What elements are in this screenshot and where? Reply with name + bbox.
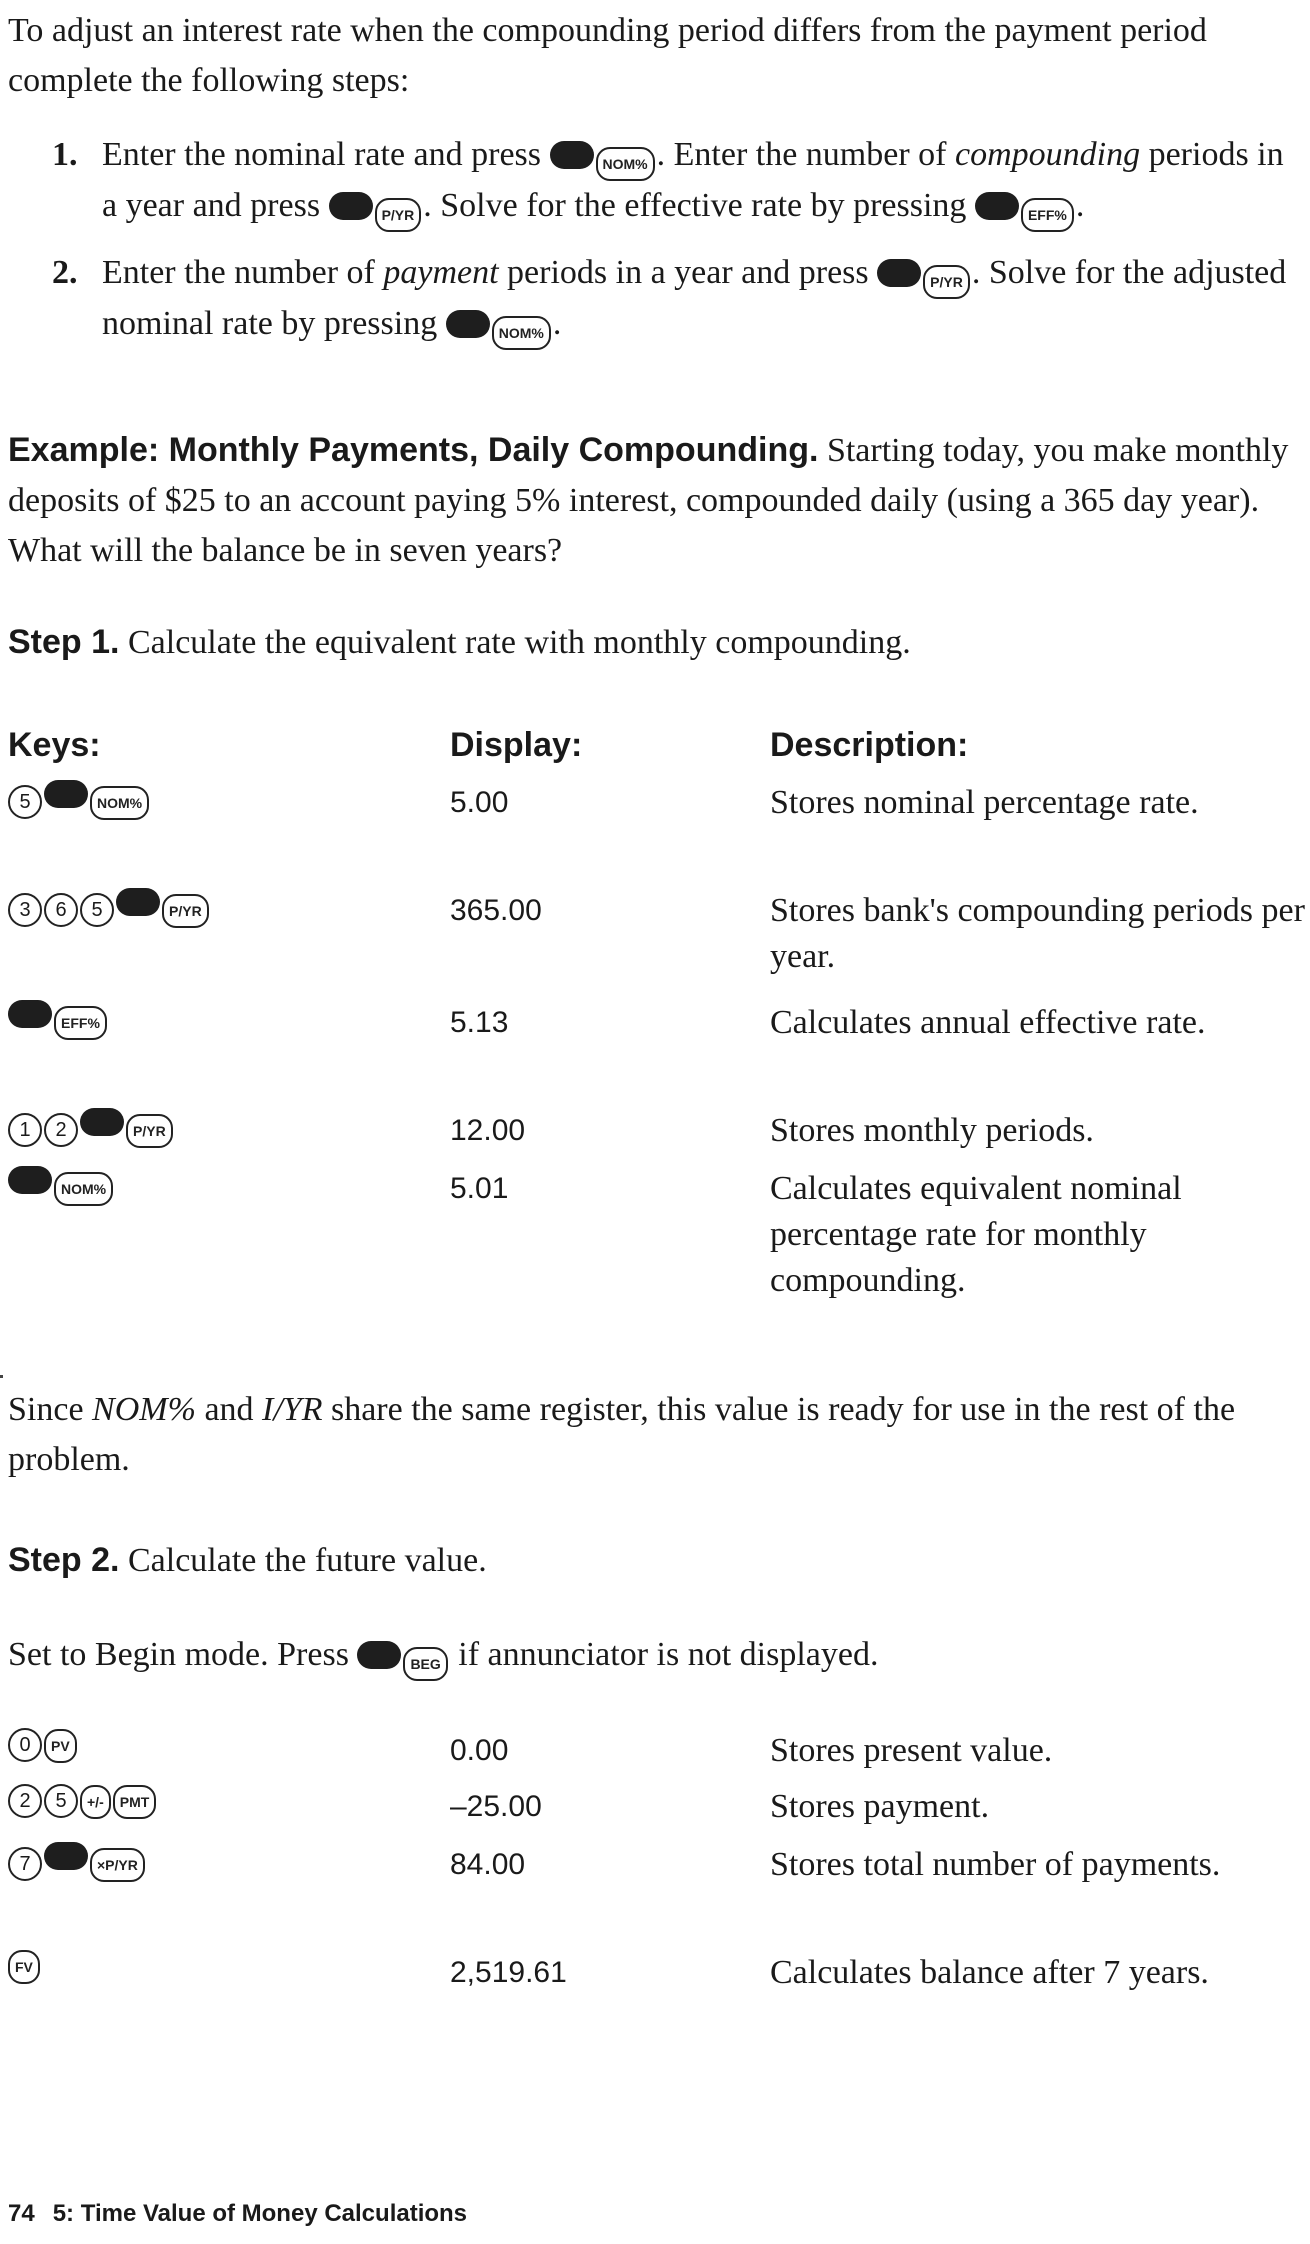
keys-cell xyxy=(8,1842,428,1882)
step1-label: Step 1. xyxy=(8,623,120,661)
beg-key-icon: BEG xyxy=(403,1647,447,1681)
keys-cell xyxy=(8,1108,428,1148)
chapter-title: 5: Time Value of Money Calculations xyxy=(52,2200,468,2227)
keys-cell xyxy=(8,1728,428,1763)
eff-key-icon: EFF% xyxy=(1021,198,1074,232)
calc-key-icon: EFF% xyxy=(54,1006,107,1040)
calc-key-icon: PV xyxy=(44,1729,77,1763)
table-row xyxy=(8,780,1308,888)
description-cell: Stores nominal percentage rate. xyxy=(770,784,1199,821)
digit-key-icon: 7 xyxy=(8,1847,42,1881)
page-footer xyxy=(8,2200,467,2228)
display-cell: 12.00 xyxy=(450,1114,526,1147)
keys-cell xyxy=(8,780,428,820)
shift-key-icon xyxy=(44,780,88,808)
shift-key-icon xyxy=(550,141,594,169)
table-body xyxy=(8,1728,1308,2050)
description-header: Description: xyxy=(770,726,969,764)
shift-key-icon xyxy=(357,1641,401,1669)
digit-key-icon: 3 xyxy=(8,893,42,927)
step-item-2: 2. Enter the number of payment periods in a year and press P/YR . Solve for the adjusted nominal rate by pressing NOM% . xyxy=(52,248,1292,350)
shift-key-icon xyxy=(44,1842,88,1870)
calc-key-icon: PMT xyxy=(113,1785,157,1819)
table-row xyxy=(8,1784,1308,1842)
keys-cell xyxy=(8,1950,428,1984)
shift-key-icon xyxy=(877,259,921,287)
pyr-key-icon: P/YR xyxy=(375,198,422,232)
table-row xyxy=(8,1842,1308,1950)
display-cell: 365.00 xyxy=(450,894,542,927)
shift-key-icon xyxy=(8,1166,52,1194)
digit-key-icon: 1 xyxy=(8,1113,42,1147)
table-row xyxy=(8,1166,1308,1316)
table-row xyxy=(8,1108,1308,1166)
keys-cell xyxy=(8,888,428,928)
example-paragraph: Example: Monthly Payments, Daily Compounding. Starting today, you make monthly deposits of $25 to an account paying 5% interest, compounded daily (using a 365 day year). What will the balance be in seven years? xyxy=(8,431,1289,569)
display-cell: 5.00 xyxy=(450,786,509,819)
nom-key-icon: NOM% xyxy=(492,316,551,350)
step-item-1: 1. Enter the nominal rate and press NOM% . Enter the number of compounding periods in a year and press P/YR . Solve for the effective rate by pressing EFF% . xyxy=(52,130,1292,232)
begin-mode-paragraph: Set to Begin mode. Press BEG if annunciator is not displayed. xyxy=(8,1630,1298,1681)
step2-label: Step 2. xyxy=(8,1541,120,1579)
display-cell: 84.00 xyxy=(450,1848,526,1881)
calc-key-icon: FV xyxy=(8,1950,40,1984)
intro-paragraph: To adjust an interest rate when the compounding period differs from the payment period complete the following steps: xyxy=(8,12,1207,99)
calc-key-icon: P/YR xyxy=(126,1114,173,1148)
step1-paragraph: Step 1. Calculate the equivalent rate with monthly compounding. xyxy=(8,623,911,661)
shift-key-icon xyxy=(80,1108,124,1136)
keys-cell xyxy=(8,1784,428,1819)
table-row xyxy=(8,1000,1308,1108)
digit-key-icon: 6 xyxy=(44,893,78,927)
pyr-key-icon: P/YR xyxy=(923,265,970,299)
shift-key-icon xyxy=(8,1000,52,1028)
step-number: 2. xyxy=(52,254,78,291)
steps-list xyxy=(52,130,1292,366)
description-cell: Stores present value. xyxy=(770,1732,1053,1769)
digit-key-icon: 2 xyxy=(8,1784,42,1818)
description-cell: Stores total number of payments. xyxy=(770,1846,1221,1883)
calc-key-icon: P/YR xyxy=(162,894,209,928)
keystroke-table-2 xyxy=(8,1728,1308,2088)
keystroke-table-1 xyxy=(8,722,1308,1362)
table-header-row xyxy=(8,722,1308,780)
table-row xyxy=(8,1728,1308,1784)
table-body xyxy=(8,780,1308,1316)
table-row xyxy=(8,888,1308,1000)
calc-key-icon: NOM% xyxy=(90,786,149,820)
display-cell: 2,519.61 xyxy=(450,1956,567,1989)
display-cell: 5.01 xyxy=(450,1172,509,1205)
digit-key-icon: 5 xyxy=(8,785,42,819)
step2-paragraph: Step 2. Calculate the future value. xyxy=(8,1541,487,1579)
register-note-paragraph: Since NOM% and I/YR share the same register, this value is ready for use in the rest of the problem. xyxy=(8,1391,1236,1478)
shift-key-icon xyxy=(975,192,1019,220)
description-cell: Stores payment. xyxy=(770,1788,990,1825)
example-heading: Example: Monthly Payments, Daily Compounding. xyxy=(8,431,819,469)
table-row xyxy=(8,1950,1308,2050)
display-header: Display: xyxy=(450,726,583,764)
description-cell: Stores bank's compounding periods per year. xyxy=(770,892,1305,975)
calc-key-icon: NOM% xyxy=(54,1172,113,1206)
description-cell: Calculates annual effective rate. xyxy=(770,1004,1206,1041)
display-cell: 0.00 xyxy=(450,1734,509,1767)
page-number: 74 xyxy=(8,2200,35,2227)
keys-header: Keys: xyxy=(8,726,101,764)
digit-key-icon: 0 xyxy=(8,1728,42,1762)
calc-key-icon: +/- xyxy=(80,1785,111,1819)
description-cell: Calculates equivalent nominal percentage rate for monthly compounding. xyxy=(770,1170,1182,1299)
step-number: 1. xyxy=(52,136,78,173)
description-cell: Calculates balance after 7 years. xyxy=(770,1954,1209,1991)
margin-dot xyxy=(0,1375,3,1378)
keys-cell xyxy=(8,1166,428,1206)
shift-key-icon xyxy=(329,192,373,220)
shift-key-icon xyxy=(446,310,490,338)
calc-key-icon: ×P/YR xyxy=(90,1848,145,1882)
shift-key-icon xyxy=(116,888,160,916)
display-cell: –25.00 xyxy=(450,1790,542,1823)
keys-cell xyxy=(8,1000,428,1040)
display-cell: 5.13 xyxy=(450,1006,509,1039)
description-cell: Stores monthly periods. xyxy=(770,1112,1094,1149)
digit-key-icon: 5 xyxy=(44,1784,78,1818)
digit-key-icon: 5 xyxy=(80,893,114,927)
nom-key-icon: NOM% xyxy=(596,147,655,181)
digit-key-icon: 2 xyxy=(44,1113,78,1147)
